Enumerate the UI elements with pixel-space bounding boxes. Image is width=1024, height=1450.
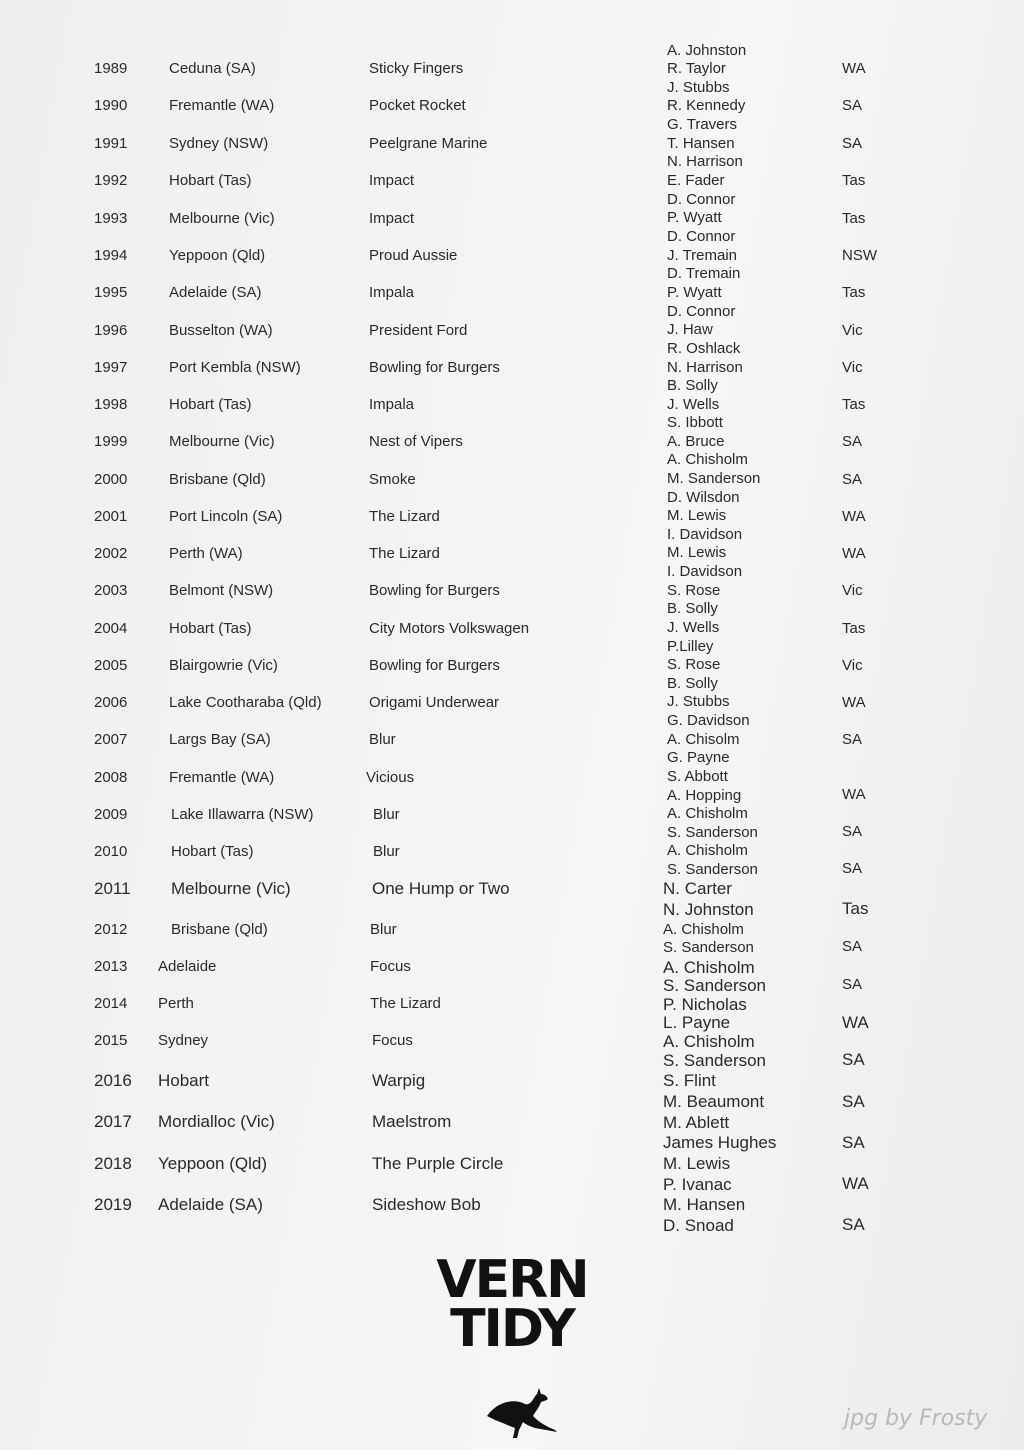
crew-name: T. Hansen <box>667 135 735 152</box>
row-year: 1997 <box>94 359 128 376</box>
row-state: WA <box>842 60 866 77</box>
row-state-late: SA <box>842 1092 865 1111</box>
crew-name: D. Connor <box>667 191 736 208</box>
crew-name: S. Sanderson <box>667 824 758 841</box>
row-year: 2000 <box>94 471 128 488</box>
row-state: SA <box>842 433 863 450</box>
row-state: Tas <box>842 620 866 637</box>
crew-name: M. Sanderson <box>667 470 761 487</box>
row-state-late: WA <box>842 1013 869 1032</box>
row-state: Vic <box>842 657 863 674</box>
row-year: 2014 <box>94 995 128 1012</box>
row-venue: Hobart (Tas) <box>169 620 252 637</box>
crew-name: R. Taylor <box>667 60 726 77</box>
row-venue: Hobart (Tas) <box>169 396 252 413</box>
row-venue: Lake Cootharaba (Qld) <box>169 694 322 711</box>
row-venue: Hobart (Tas) <box>171 843 254 860</box>
row-boat: Proud Aussie <box>369 247 458 264</box>
crew-name: A. Chisolm <box>667 731 740 748</box>
row-venue: Blairgowrie (Vic) <box>169 657 278 674</box>
row-state: WA <box>842 508 866 525</box>
row-boat: One Hump or Two <box>372 879 510 898</box>
crew-name: A. Chisholm <box>663 1032 755 1051</box>
crew-name: I. Davidson <box>667 563 743 580</box>
row-year: 2016 <box>94 1071 132 1090</box>
crew-name: J. Haw <box>667 321 713 338</box>
crew-name: M. Ablett <box>663 1113 730 1132</box>
row-year: 2004 <box>94 620 128 637</box>
row-state: SA <box>842 731 863 748</box>
row-venue: Melbourne (Vic) <box>171 879 291 898</box>
row-venue: Yeppoon (Qld) <box>169 247 266 264</box>
crew-name: A. Chisholm <box>663 921 744 938</box>
row-venue: Mordialloc (Vic) <box>158 1112 275 1131</box>
row-boat: Bowling for Burgers <box>369 359 500 376</box>
row-boat: The Lizard <box>369 508 440 525</box>
row-venue: Brisbane (Qld) <box>171 921 268 938</box>
crew-name: L. Payne <box>663 1013 731 1032</box>
row-state-late: SA <box>842 1050 865 1069</box>
crew-name: S. Ibbott <box>667 414 723 431</box>
row-state-late: Tas <box>842 899 869 918</box>
crew-name: M. Beaumont <box>663 1092 765 1111</box>
logo-line-1: VERN <box>436 1250 588 1310</box>
crew-name: S. Abbott <box>667 768 728 785</box>
crew-name: S. Rose <box>667 582 721 599</box>
crew-name: M. Lewis <box>663 1154 731 1173</box>
crew-name: S. Flint <box>663 1071 716 1090</box>
row-boat: The Lizard <box>369 545 440 562</box>
row-state-late: SA <box>842 938 863 955</box>
row-boat: Warpig <box>372 1071 426 1090</box>
row-state-late: WA <box>842 1174 869 1193</box>
row-state: SA <box>842 135 863 152</box>
row-boat: Blur <box>369 731 396 748</box>
crew-name: D. Connor <box>667 228 736 245</box>
crew-name: M. Lewis <box>667 544 727 561</box>
row-venue: Adelaide <box>158 958 217 975</box>
crew-name: N. Carter <box>663 879 732 898</box>
row-boat: Blur <box>373 806 400 823</box>
row-state-late: SA <box>842 976 863 993</box>
row-state: Vic <box>842 359 863 376</box>
row-venue: Fremantle (WA) <box>169 769 275 786</box>
row-venue: Port Lincoln (SA) <box>169 508 283 525</box>
crew-name: P. Wyatt <box>667 209 722 226</box>
row-venue: Brisbane (Qld) <box>169 471 266 488</box>
crew-name: M. Lewis <box>667 507 727 524</box>
crew-name: P. Ivanac <box>663 1175 732 1194</box>
row-state: NSW <box>842 247 877 264</box>
row-year: 2002 <box>94 545 128 562</box>
row-state: Vic <box>842 582 863 599</box>
row-venue: Port Kembla (NSW) <box>169 359 301 376</box>
crew-name: A. Chisholm <box>667 451 748 468</box>
row-boat: City Motors Volkswagen <box>369 620 530 637</box>
row-state: WA <box>842 545 866 562</box>
row-boat: Impala <box>369 396 415 413</box>
crew-name: G. Payne <box>667 749 730 766</box>
row-venue: Lake Illawarra (NSW) <box>171 806 314 823</box>
crew-name: A. Chisholm <box>667 805 748 822</box>
crew-name: P. Nicholas <box>663 995 747 1014</box>
crew-name: D. Connor <box>667 303 736 320</box>
crew-name: E. Fader <box>667 172 725 189</box>
row-boat: Maelstrom <box>372 1112 452 1131</box>
row-boat: Bowling for Burgers <box>369 657 500 674</box>
row-venue: Adelaide (SA) <box>158 1195 263 1214</box>
crew-name: B. Solly <box>667 377 718 394</box>
crew-name: S. Sanderson <box>667 861 758 878</box>
row-venue: Perth <box>158 995 194 1012</box>
row-venue: Sydney <box>158 1032 209 1049</box>
crew-name: P. Wyatt <box>667 284 722 301</box>
row-boat: Focus <box>372 1032 413 1049</box>
row-boat: Sideshow Bob <box>372 1195 481 1214</box>
crew-name: N. Harrison <box>667 359 743 376</box>
row-boat: Sticky Fingers <box>369 60 464 77</box>
photo-credit: jpg by Frosty <box>844 1406 988 1431</box>
row-year: 2008 <box>94 769 128 786</box>
row-year: 2018 <box>94 1154 132 1173</box>
crew-name: D. Snoad <box>663 1216 734 1235</box>
row-state: Tas <box>842 210 866 227</box>
row-venue: Ceduna (SA) <box>169 60 256 77</box>
row-state: Tas <box>842 284 866 301</box>
kangaroo-icon <box>483 1386 559 1438</box>
row-state-late: SA <box>842 1133 865 1152</box>
row-year: 2011 <box>94 879 131 898</box>
row-state: WA <box>842 694 866 711</box>
row-venue: Hobart <box>158 1071 210 1090</box>
crew-name: R. Kennedy <box>667 97 746 114</box>
row-venue: Fremantle (WA) <box>169 97 275 114</box>
row-year: 1996 <box>94 322 128 339</box>
row-venue: Largs Bay (SA) <box>169 731 271 748</box>
crew-name: N. Johnston <box>663 900 754 919</box>
row-state-late: SA <box>842 1215 865 1234</box>
row-year: 2001 <box>94 508 128 525</box>
row-venue: Adelaide (SA) <box>169 284 262 301</box>
crew-name: J. Stubbs <box>667 693 730 710</box>
crew-name: D. Tremain <box>667 265 741 282</box>
crew-name: I. Davidson <box>667 526 743 543</box>
crew-name: N. Harrison <box>667 153 743 170</box>
crew-name: J. Stubbs <box>667 79 730 96</box>
row-year: 2015 <box>94 1032 128 1049</box>
row-state-late: SA <box>842 823 863 840</box>
row-year: 1998 <box>94 396 128 413</box>
row-year: 1993 <box>94 210 128 227</box>
row-state: SA <box>842 97 863 114</box>
crew-name: G. Travers <box>667 116 738 133</box>
crew-name: G. Davidson <box>667 712 750 729</box>
row-state-late: WA <box>842 786 866 803</box>
logo-line-2: TIDY <box>450 1299 574 1359</box>
crew-name: James Hughes <box>663 1133 777 1152</box>
row-boat: Bowling for Burgers <box>369 582 500 599</box>
row-year: 1995 <box>94 284 128 301</box>
row-boat: The Purple Circle <box>372 1154 504 1173</box>
crew-name: J. Wells <box>667 619 720 636</box>
row-year: 2005 <box>94 657 128 674</box>
row-year: 1991 <box>94 135 128 152</box>
crew-name: J. Tremain <box>667 247 738 264</box>
row-year: 2010 <box>94 843 128 860</box>
row-venue: Sydney (NSW) <box>169 135 269 152</box>
crew-name: B. Solly <box>667 600 718 617</box>
crew-name: A. Chisholm <box>667 842 748 859</box>
row-boat: Smoke <box>369 471 416 488</box>
row-boat: Peelgrane Marine <box>369 135 488 152</box>
row-year: 1999 <box>94 433 128 450</box>
row-boat: Impact <box>369 210 415 227</box>
row-state: Tas <box>842 172 866 189</box>
row-boat: Pocket Rocket <box>369 97 466 114</box>
row-boat: Focus <box>370 958 411 975</box>
crew-name: S. Sanderson <box>663 976 767 995</box>
row-boat: Nest of Vipers <box>369 433 463 450</box>
row-state-late: SA <box>842 860 863 877</box>
row-boat: Blur <box>370 921 397 938</box>
crew-name: A. Chisholm <box>663 958 755 977</box>
row-state: SA <box>842 471 863 488</box>
crew-name: S. Sanderson <box>663 1051 767 1070</box>
crew-name: S. Sanderson <box>663 939 754 956</box>
crew-name: J. Wells <box>667 396 720 413</box>
row-year: 1989 <box>94 60 128 77</box>
row-year: 2013 <box>94 958 128 975</box>
row-year: 2006 <box>94 694 128 711</box>
row-boat: Vicious <box>366 769 415 786</box>
crew-name: R. Oshlack <box>667 340 741 357</box>
row-year: 2017 <box>94 1112 132 1131</box>
row-year: 2012 <box>94 921 128 938</box>
row-boat: Blur <box>373 843 400 860</box>
row-boat: Impala <box>369 284 415 301</box>
row-boat: President Ford <box>369 322 468 339</box>
row-year: 1994 <box>94 247 128 264</box>
row-venue: Perth (WA) <box>169 545 243 562</box>
crew-name: D. Wilsdon <box>667 489 740 506</box>
row-year: 2009 <box>94 806 128 823</box>
row-boat: Impact <box>369 172 415 189</box>
crew-name: M. Hansen <box>663 1195 746 1214</box>
row-year: 2007 <box>94 731 128 748</box>
row-venue: Yeppoon (Qld) <box>158 1154 268 1173</box>
row-boat: Origami Underwear <box>369 694 500 711</box>
row-state: Vic <box>842 322 863 339</box>
row-year: 1990 <box>94 97 128 114</box>
row-venue: Belmont (NSW) <box>169 582 274 599</box>
row-boat: The Lizard <box>370 995 441 1012</box>
row-venue: Melbourne (Vic) <box>169 210 275 227</box>
row-venue: Hobart (Tas) <box>169 172 252 189</box>
crew-name: S. Rose <box>667 656 721 673</box>
crew-name: A. Bruce <box>667 433 725 450</box>
crew-name: B. Solly <box>667 675 718 692</box>
crew-name: A. Johnston <box>667 42 747 59</box>
row-state: Tas <box>842 396 866 413</box>
crew-name: A. Hopping <box>667 787 742 804</box>
row-year: 2003 <box>94 582 128 599</box>
row-year: 2019 <box>94 1195 132 1214</box>
crew-name: P.Lilley <box>667 638 714 655</box>
row-venue: Melbourne (Vic) <box>169 433 275 450</box>
row-year: 1992 <box>94 172 128 189</box>
row-venue: Busselton (WA) <box>169 322 273 339</box>
